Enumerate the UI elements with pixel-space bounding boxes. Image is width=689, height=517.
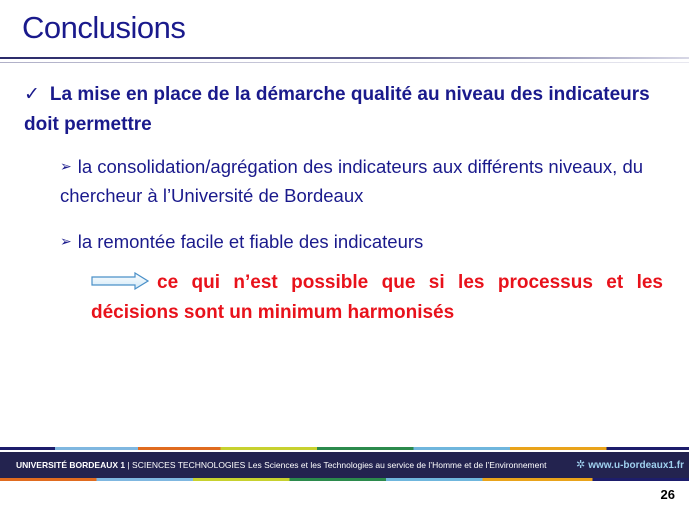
sub-point-consolidation [60,152,670,210]
footer-bar [0,452,689,478]
slide-title: Conclusions [22,10,186,45]
arrow-bullet-icon: ➢ [60,158,72,174]
main-point-text: La mise en place de la démarche qualité au niveau des indicateurs doit permettre [24,84,650,135]
title-divider [0,57,689,59]
conclusion-statement [91,268,663,328]
main-point [24,80,666,140]
footer-university [16,460,245,470]
footer-color-stripe-top [0,447,689,450]
title-divider-secondary [0,62,689,63]
arrow-bullet-icon: ➢ [60,233,72,249]
checkmark-icon: ✓ [24,84,40,105]
university-name: UNIVERSITÉ BORDEAUX 1 [16,460,126,470]
sparkle-icon: ✲ [576,459,586,471]
footer-website[interactable] [576,458,684,471]
website-link[interactable]: www.u-bordeaux1.fr [588,460,684,471]
faculty-name: | SCIENCES TECHNOLOGIES [125,460,246,470]
sub-point-remontee-text: la remontée facile et fiable des indicateurs [77,231,424,252]
footer-tagline: Les Sciences et les Technologies au service de l’Homme et de l’Environnement [248,460,547,470]
conclusion-text: ce qui n’est possible que si les processus et les décisions sont un minimum harmonisés [91,272,663,323]
sub-point-remontee [60,227,670,256]
sub-point-consolidation-text: la consolidation/agrégation des indicateurs aux différents niveaux, du chercheur à l’Université de Bordeaux [60,156,644,206]
page-number: 26 [660,487,675,502]
right-arrow-icon [91,272,149,290]
footer-color-stripe-bottom [0,478,689,481]
